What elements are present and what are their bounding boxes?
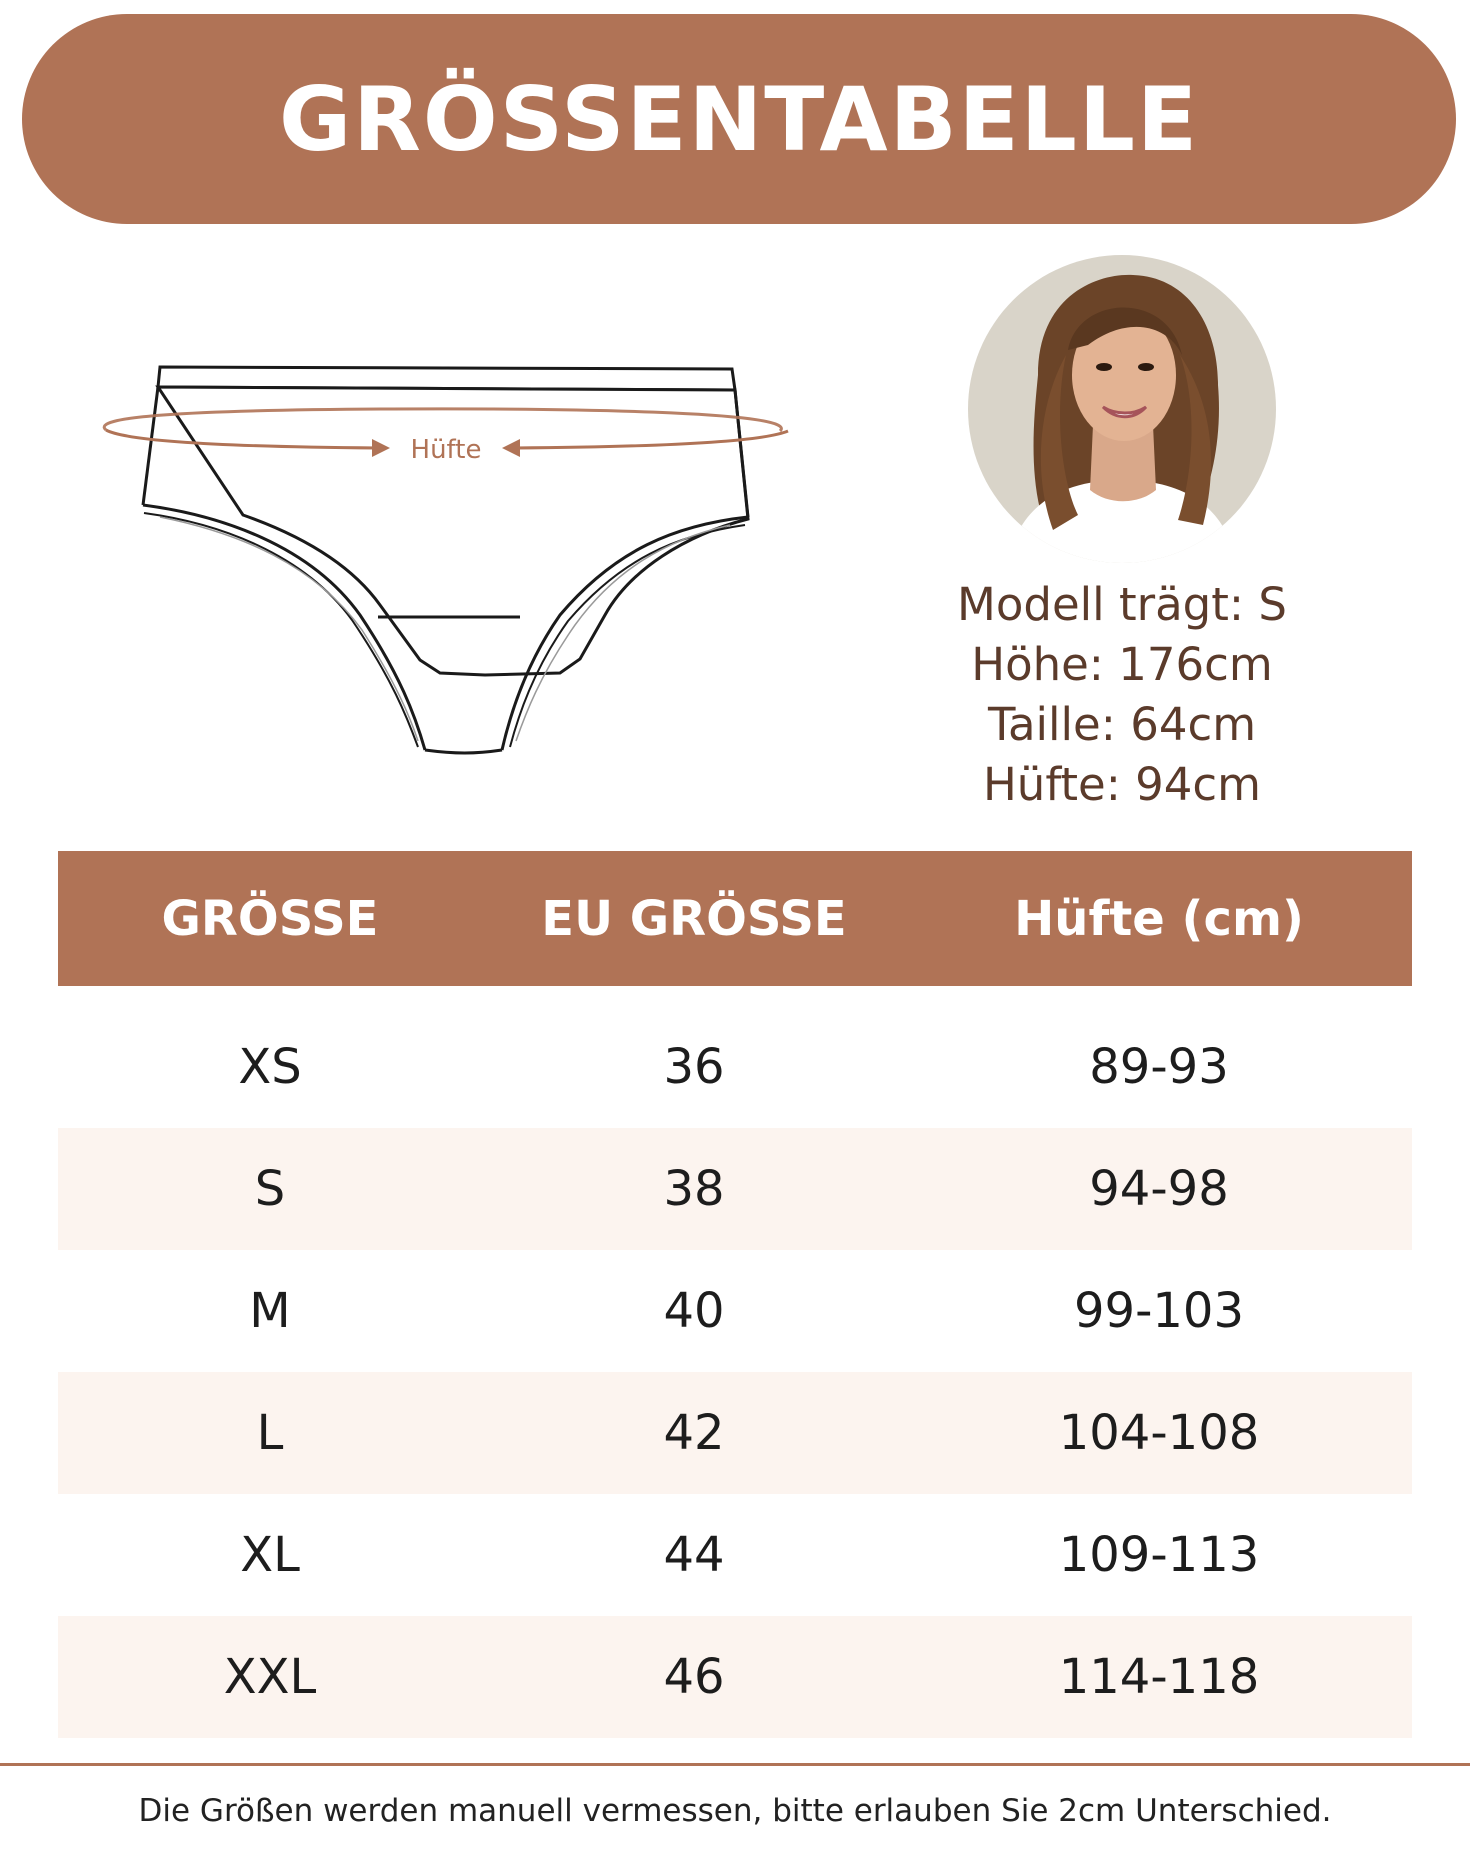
cell-hip: 99-103 (1073, 1283, 1244, 1339)
cell-eu: 42 (663, 1405, 725, 1461)
table-row (58, 1128, 1412, 1250)
briefs-diagram (100, 355, 800, 765)
cell-eu: 38 (663, 1161, 725, 1217)
cell-size: S (254, 1161, 286, 1217)
model-height-line: Höhe: 176cm (971, 638, 1273, 691)
cell-size: XS (238, 1039, 302, 1095)
model-hip-line: Hüfte: 94cm (982, 758, 1262, 811)
page-title: GRÖSSENTABELLE (278, 67, 1200, 171)
model-size-line: Modell trägt: S (957, 578, 1287, 631)
cell-hip: 114-118 (1058, 1649, 1260, 1705)
header-hip: Hüfte (cm) (1014, 890, 1304, 947)
header-size: GRÖSSE (161, 890, 379, 947)
table-row (58, 1616, 1412, 1738)
footer-note: Die Größen werden manuell vermessen, bitte erlauben Sie 2cm Unterschied. (138, 1793, 1332, 1829)
header-eu-size: EU GRÖSSE (541, 890, 847, 947)
cell-size: XXL (223, 1649, 317, 1705)
cell-hip: 89-93 (1089, 1039, 1229, 1095)
cell-size: L (256, 1405, 284, 1461)
cell-hip: 109-113 (1058, 1527, 1260, 1583)
table-header (58, 851, 1412, 986)
cell-eu: 36 (663, 1039, 725, 1095)
model-waist-line: Taille: 64cm (987, 698, 1257, 751)
size-table (58, 851, 1412, 1738)
cell-eu: 46 (663, 1649, 725, 1705)
model-portrait-icon (968, 255, 1276, 563)
hip-measure-label: Hüfte (410, 435, 482, 465)
table-row (58, 1250, 1412, 1372)
table-row (58, 1372, 1412, 1494)
table-row (58, 1006, 1412, 1128)
model-info (900, 575, 1344, 815)
cell-hip: 104-108 (1058, 1405, 1260, 1461)
cell-eu: 40 (663, 1283, 725, 1339)
cell-hip: 94-98 (1089, 1161, 1229, 1217)
footer-divider (0, 1763, 1470, 1766)
model-avatar (968, 255, 1276, 563)
cell-eu: 44 (663, 1527, 725, 1583)
cell-size: M (249, 1283, 291, 1339)
cell-size: XL (240, 1527, 300, 1583)
table-row (58, 1494, 1412, 1616)
title-banner (22, 14, 1456, 224)
